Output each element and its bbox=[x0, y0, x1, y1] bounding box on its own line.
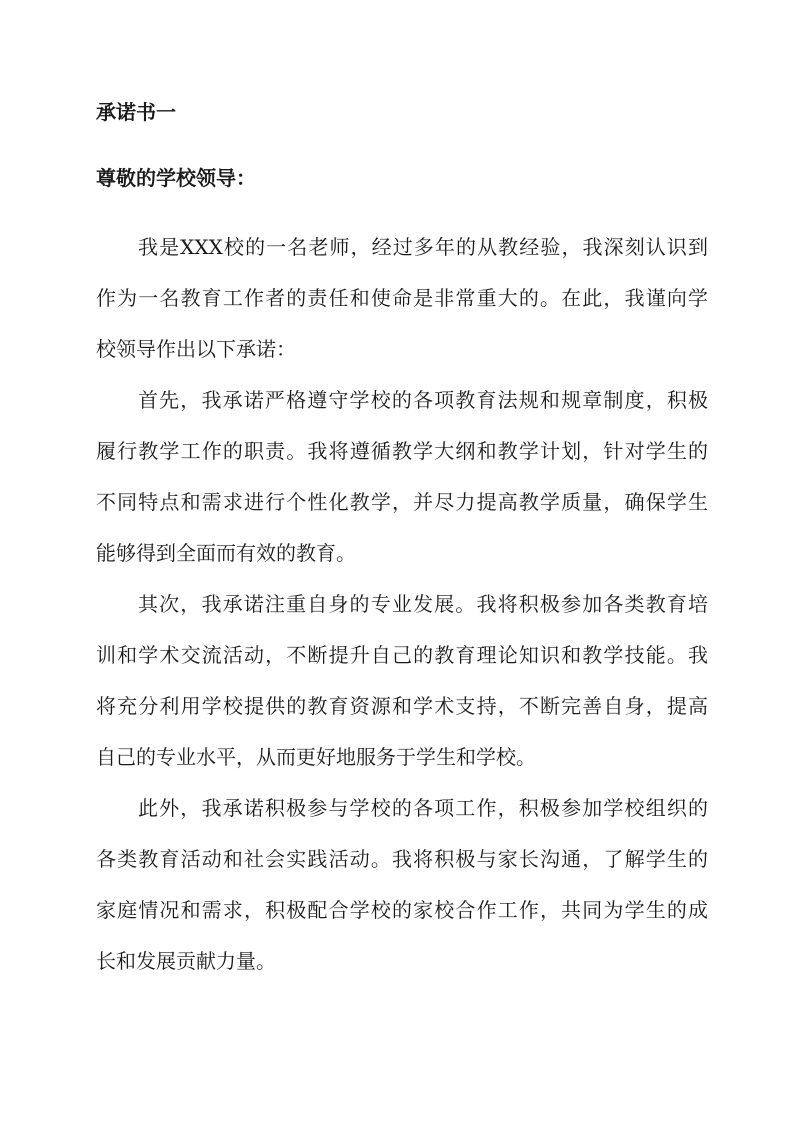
paragraph-second-commitment bbox=[96, 579, 708, 783]
paragraph-third-commitment bbox=[96, 783, 708, 987]
paragraph-line: 不同特点和需求进行个性化教学，并尽力提高教学质量，确保学生 bbox=[96, 490, 708, 514]
paragraph-line: 此外，我承诺积极参与学校的各项工作，积极参加学校组织的 bbox=[138, 796, 708, 820]
paragraph-line: 自己的专业水平，从而更好地服务于学生和学校。 bbox=[96, 745, 536, 769]
paragraph-first-commitment bbox=[96, 375, 708, 579]
salutation: 尊敬的学校领导： bbox=[96, 166, 256, 190]
paragraph-line: 作为一名教育工作者的责任和使命是非常重大的。在此，我谨向学 bbox=[96, 286, 708, 310]
paragraph-intro bbox=[96, 222, 708, 375]
paragraph-line: 其次，我承诺注重自身的专业发展。我将积极参加各类教育培 bbox=[138, 592, 708, 616]
paragraph-line: 长和发展贡献力量。 bbox=[96, 949, 276, 973]
paragraph-line: 能够得到全面而有效的教育。 bbox=[96, 541, 356, 565]
document-title: 承诺书一 bbox=[96, 100, 176, 124]
paragraph-line: 履行教学工作的职责。我将遵循教学大纲和教学计划，针对学生的 bbox=[96, 439, 708, 463]
paragraph-line: 训和学术交流活动，不断提升自己的教育理论知识和教学技能。我 bbox=[96, 643, 708, 667]
paragraph-line: 首先，我承诺严格遵守学校的各项教育法规和规章制度，积极 bbox=[138, 388, 708, 412]
paragraph-line: 家庭情况和需求，积极配合学校的家校合作工作，共同为学生的成 bbox=[96, 898, 708, 922]
paragraph-line: 将充分利用学校提供的教育资源和学术支持，不断完善自身，提高 bbox=[96, 694, 708, 718]
paragraph-line: 我是XXX校的一名老师，经过多年的从教经验，我深刻认识到 bbox=[138, 235, 708, 259]
paragraph-line: 各类教育活动和社会实践活动。我将积极与家长沟通，了解学生的 bbox=[96, 847, 708, 871]
paragraph-line: 校领导作出以下承诺： bbox=[96, 337, 296, 361]
